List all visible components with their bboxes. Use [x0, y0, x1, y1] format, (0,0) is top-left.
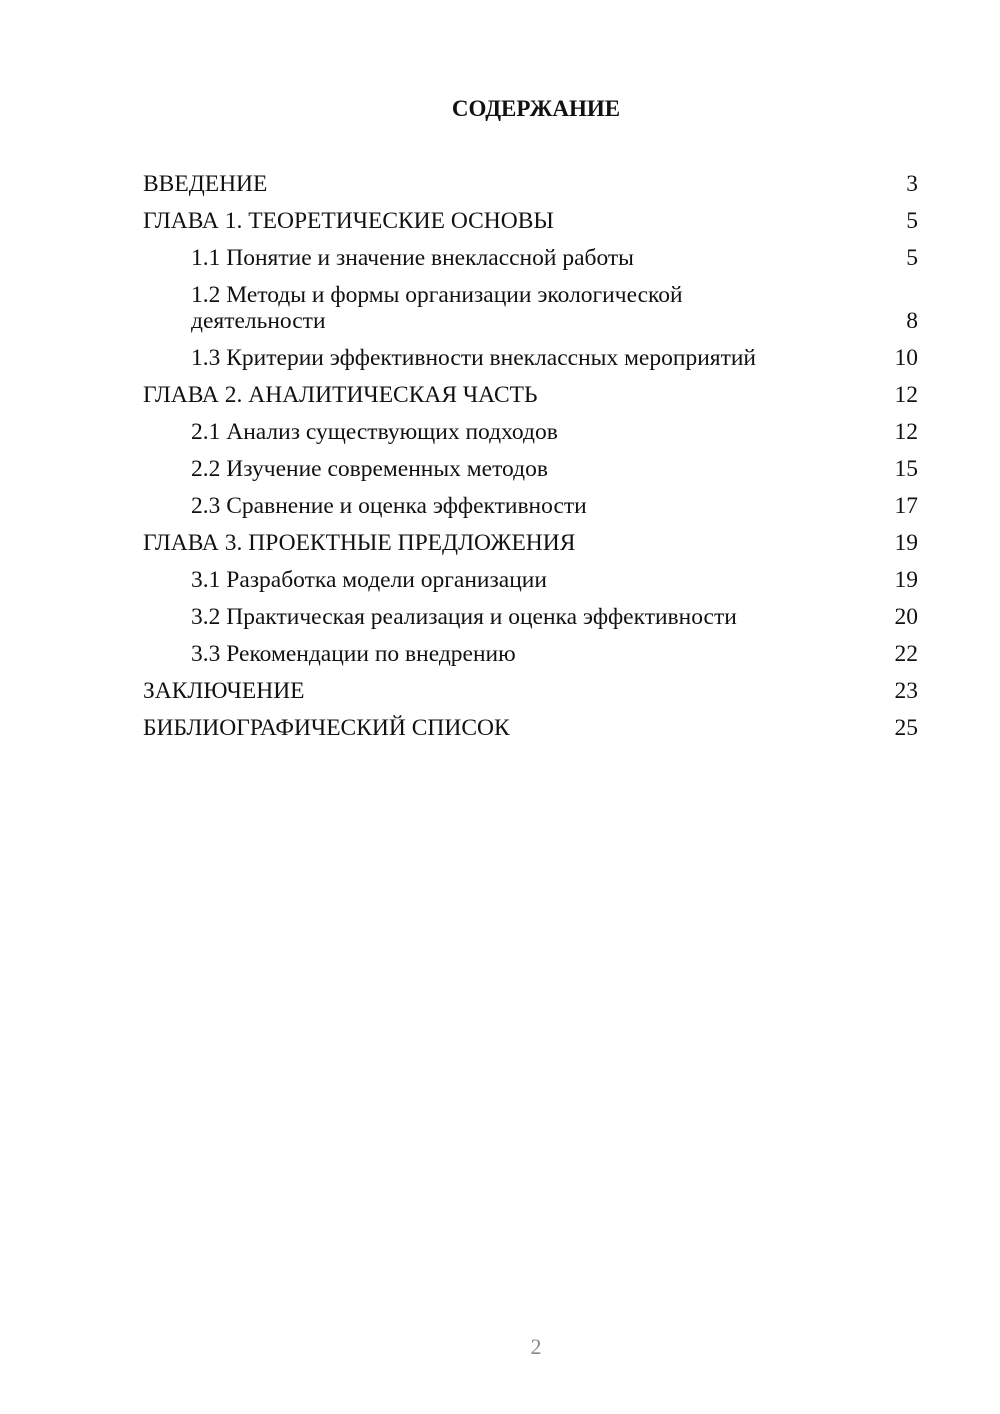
toc-entry-label: ГЛАВА 3. ПРОЕКТНЫЕ ПРЕДЛОЖЕНИЯ [143, 530, 576, 556]
toc-entry-label: 1.2 Методы и формы организации экологической деятельности [191, 282, 683, 334]
toc-entry-page: 10 [894, 345, 918, 371]
toc-subsection-entry[interactable] [143, 493, 918, 519]
toc-chapter-entry[interactable] [143, 715, 918, 741]
toc-entry-page: 3 [906, 171, 918, 197]
toc-chapter-entry[interactable] [143, 678, 918, 704]
toc-entry-page: 5 [906, 245, 918, 271]
toc-entry-page: 5 [906, 208, 918, 234]
toc-subsection-entry[interactable] [143, 282, 918, 334]
toc-entry-page: 22 [894, 641, 918, 667]
page-number: 2 [530, 1334, 542, 1359]
toc-entry-label: ЗАКЛЮЧЕНИЕ [143, 678, 305, 704]
toc-chapter-entry[interactable] [143, 382, 918, 408]
toc-entry-label: ГЛАВА 2. АНАЛИТИЧЕСКАЯ ЧАСТЬ [143, 382, 538, 408]
toc-chapter-entry[interactable] [143, 171, 918, 197]
toc-entry-label: 2.1 Анализ существующих подходов [191, 419, 558, 445]
toc-entry-label: 3.3 Рекомендации по внедрению [191, 641, 516, 667]
toc-subsection-entry[interactable] [143, 567, 918, 593]
toc-entry-page: 25 [894, 715, 918, 741]
table-of-contents [143, 171, 918, 752]
toc-entry-page: 23 [894, 678, 918, 704]
toc-entry-page: 12 [894, 419, 918, 445]
toc-entry-page: 8 [906, 308, 918, 334]
toc-entry-label: 3.2 Практическая реализация и оценка эффективности [191, 604, 737, 630]
toc-subsection-entry[interactable] [143, 641, 918, 667]
toc-entry-label: 1.3 Критерии эффективности внеклассных мероприятий [191, 345, 756, 371]
toc-entry-label: 3.1 Разработка модели организации [191, 567, 547, 593]
toc-entry-label: 2.2 Изучение современных методов [191, 456, 548, 482]
toc-entry-page: 20 [894, 604, 918, 630]
toc-entry-page: 17 [894, 493, 918, 519]
toc-subsection-entry[interactable] [143, 456, 918, 482]
toc-entry-page: 12 [894, 382, 918, 408]
toc-chapter-entry[interactable] [143, 208, 918, 234]
toc-entry-page: 15 [894, 456, 918, 482]
toc-entry-label: ГЛАВА 1. ТЕОРЕТИЧЕСКИЕ ОСНОВЫ [143, 208, 554, 234]
toc-subsection-entry[interactable] [143, 604, 918, 630]
toc-subsection-entry[interactable] [143, 245, 918, 271]
toc-entry-label: 1.1 Понятие и значение внеклассной работы [191, 245, 634, 271]
toc-entry-label: ВВЕДЕНИЕ [143, 171, 268, 197]
toc-entry-page: 19 [894, 530, 918, 556]
toc-entry-label: БИБЛИОГРАФИЧЕСКИЙ СПИСОК [143, 715, 510, 741]
page-title: СОДЕРЖАНИЕ [451, 96, 621, 121]
toc-subsection-entry[interactable] [143, 345, 918, 371]
toc-entry-page: 19 [894, 567, 918, 593]
toc-subsection-entry[interactable] [143, 419, 918, 445]
toc-entry-label: 2.3 Сравнение и оценка эффективности [191, 493, 587, 519]
toc-chapter-entry[interactable] [143, 530, 918, 556]
